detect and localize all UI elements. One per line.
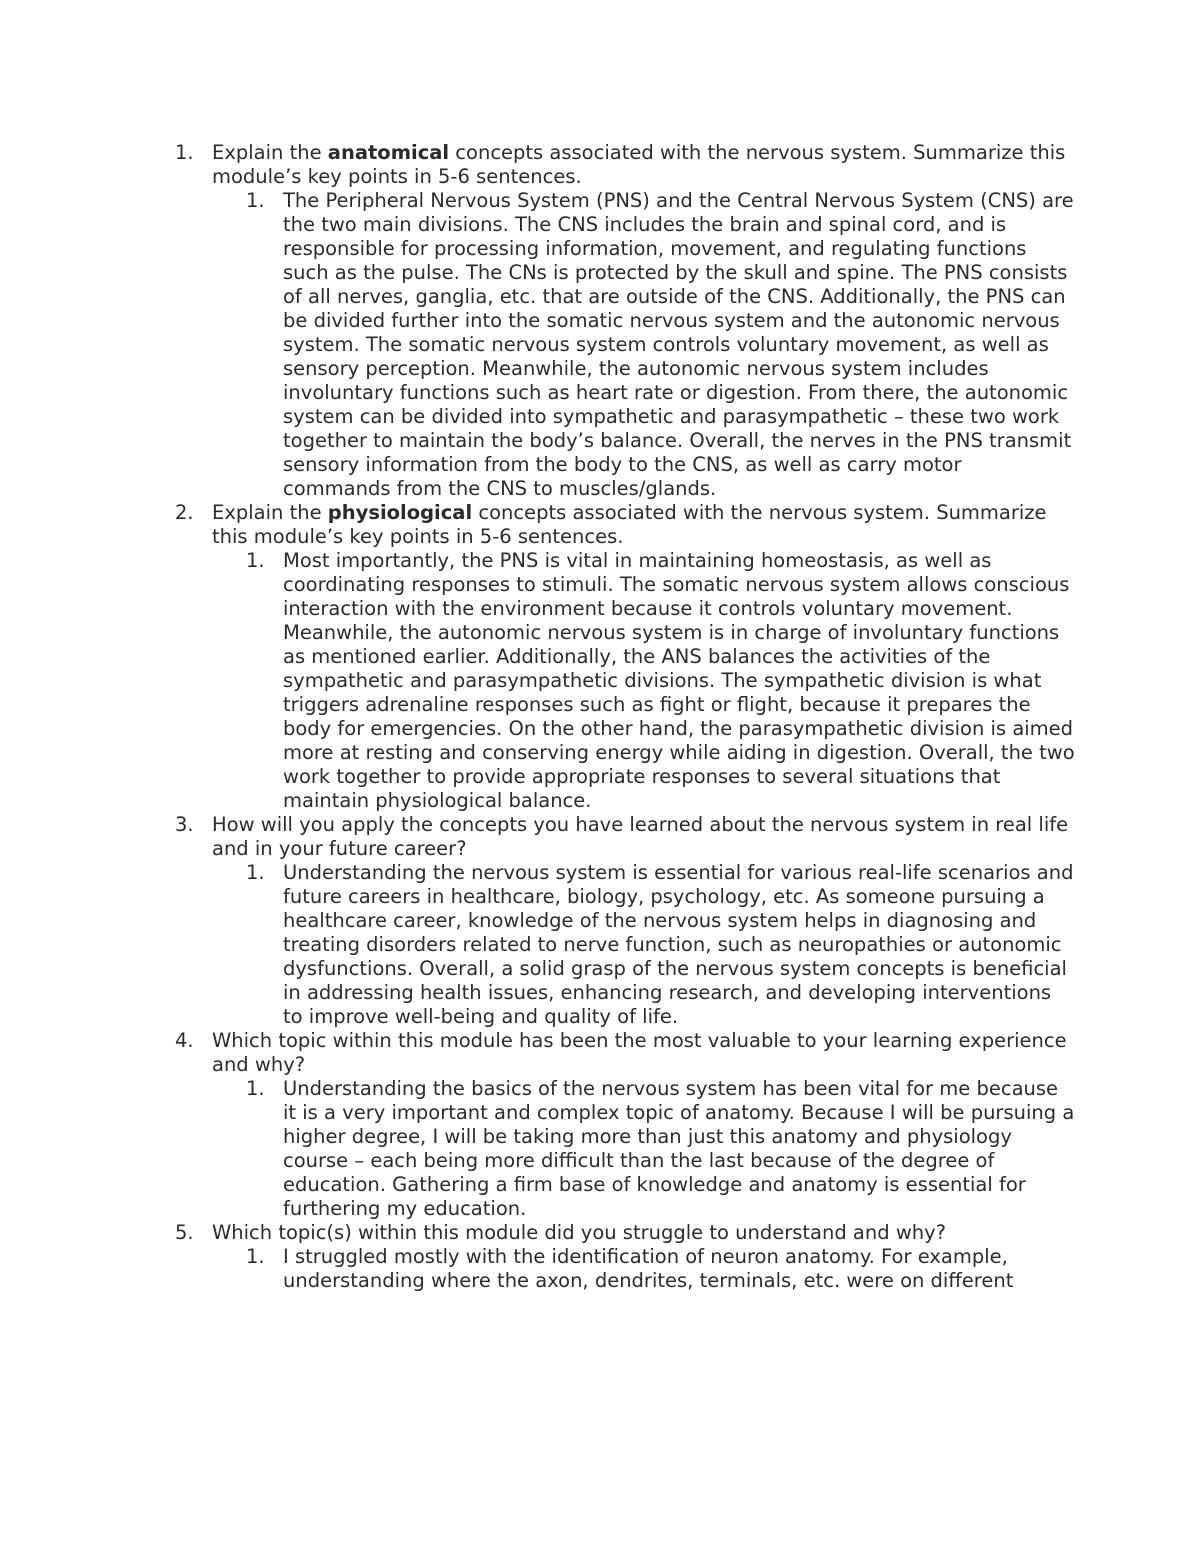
answer-text: Understanding the basics of the nervous system has been vital for me because it is a very important and complex topic of anatomy. Because I will be pursuing a higher degree, I will be taking more than just this anatomy and physiology course – each being more difficult than the last because of the degree of education. Gathering a firm base of knowledge and anatomy is essential for furthering my education. [283,1077,1075,1220]
question-number: 2. [175,501,194,524]
answer-text: The Peripheral Nervous System (PNS) and the Central Nervous System (CNS) are the two main divisions. The CNS includes the brain and spinal cord, and is responsible for processing information, movement, and regulating functions such as the pulse. The CNs is protected by the skull and spine. The PNS consists of all nerves, ganglia, etc. that are outside of the CNS. Additionally, the PNS can be divided further into the somatic nervous system and the autonomic nervous system. The somatic nervous system controls voluntary movement, as well as sensory perception. Meanwhile, the autonomic nervous system includes involuntary functions such as heart rate or digestion. From there, the autonomic system can be divided into sympathetic and parasympathetic – these two work together to maintain the body’s balance. Overall, the nerves in the PNS transmit sensory information from the body to the CNS, as well as carry motor commands from the CNS to muscles/glands. [283,189,1074,500]
question-item-1 [175,141,1075,189]
question-number: 5. [175,1221,194,1244]
answer-item-5 [246,1245,1075,1293]
question-number: 4. [175,1029,194,1052]
question-text: How will you apply the concepts you have learned about the nervous system in real life and in your future career? [212,813,1069,860]
question-list [175,141,1075,1293]
answer-item-4 [246,1077,1075,1221]
answer-text: Most importantly, the PNS is vital in maintaining homeostasis, as well as coordinating responses to stimuli. The somatic nervous system allows conscious interaction with the environment because it controls voluntary movement. Meanwhile, the autonomic nervous system is in charge of involuntary functions as mentioned earlier. Additionally, the ANS balances the activities of the sympathetic and parasympathetic divisions. The sympathetic division is what triggers adrenaline responses such as fight or flight, because it prepares the body for emergencies. On the other hand, the parasympathetic division is aimed more at resting and conserving energy while aiding in digestion. Overall, the two work together to provide appropriate responses to several situations that maintain physiological balance. [283,549,1075,812]
answer-number: 1. [246,861,265,884]
answer-text: I struggled mostly with the identification of neuron anatomy. For example, understanding where the axon, dendrites, terminals, etc. were on different [283,1245,1014,1292]
answer-item-1 [246,189,1075,501]
question-emphasis: anatomical [327,141,450,164]
question-item-3 [175,813,1075,861]
question-text: Explain the anatomical concepts associated with the nervous system. Summarize this module’s key points in 5-6 sentences. [212,141,1066,188]
answer-number: 1. [246,549,265,572]
question-item-2 [175,501,1075,549]
question-text: Which topic within this module has been the most valuable to your learning experience and why? [212,1029,1067,1076]
answer-item-3 [246,861,1075,1029]
question-emphasis: physiological [327,501,473,524]
question-text: Which topic(s) within this module did you struggle to understand and why? [212,1221,947,1244]
answer-item-2 [246,549,1075,813]
answer-text: Understanding the nervous system is essential for various real-life scenarios and future careers in healthcare, biology, psychology, etc. As someone pursuing a healthcare career, knowledge of the nervous system helps in diagnosing and treating disorders related to nerve function, such as neuropathies or autonomic dysfunctions. Overall, a solid grasp of the nervous system concepts is beneficial in addressing health issues, enhancing research, and developing interventions to improve well-being and quality of life. [283,861,1074,1028]
answer-number: 1. [246,1245,265,1268]
question-text: Explain the physiological concepts associated with the nervous system. Summarize this module’s key points in 5-6 sentences. [212,501,1047,548]
answer-number: 1. [246,1077,265,1100]
question-number: 1. [175,141,194,164]
answer-number: 1. [246,189,265,212]
question-item-4 [175,1029,1075,1077]
question-number: 3. [175,813,194,836]
question-item-5 [175,1221,1075,1245]
